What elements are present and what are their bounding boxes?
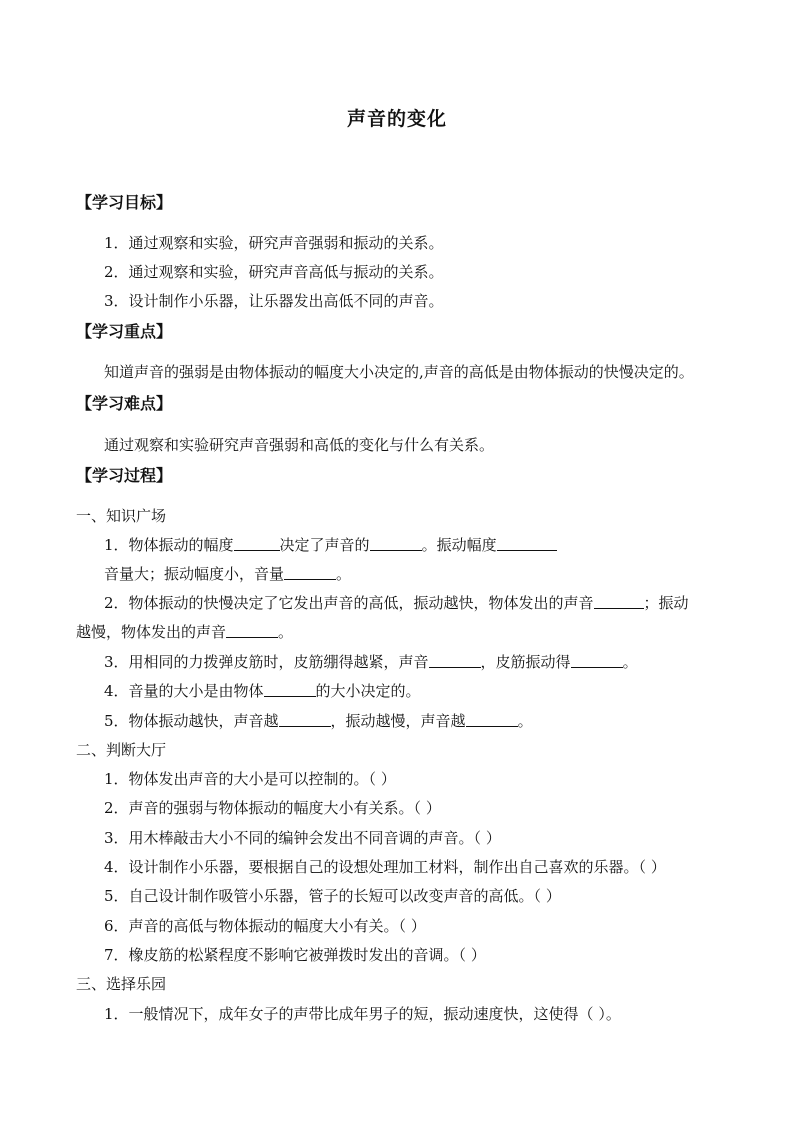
choice-item: 1．一般情况下，成年女子的声带比成年男子的短，振动速度快，这使得（ ）。 [104,1005,621,1023]
question-text: 。 [278,623,294,641]
answer-blank[interactable] [284,565,336,580]
question-text: 越慢，物体发出的声音 [76,623,227,641]
question-text: 。 [517,712,533,730]
goal-item: 1．通过观察和实验，研究声音强弱和振动的关系。 [104,234,444,252]
process-heading: 【学习过程】 [76,466,173,485]
question-text: 音量大；振动幅度小，音量 [104,565,285,583]
question-text: 1．物体振动的幅度 [104,536,234,554]
answer-blank[interactable] [497,536,557,551]
question-text: 4．音量的大小是由物体 [104,682,264,700]
knowledge-question-2-cont [76,622,293,642]
answer-blank[interactable] [571,653,623,668]
judgement-item: 6．声音的高低与物体振动的幅度大小有关。（ ） [104,917,426,935]
answer-blank[interactable] [594,594,644,609]
knowledge-question-5 [104,711,533,731]
knowledge-question-3 [104,652,638,672]
knowledge-question-2 [104,593,689,613]
answer-blank[interactable] [226,623,278,638]
answer-blank[interactable] [264,682,316,697]
answer-blank[interactable] [429,653,481,668]
choice-section-heading: 三、选择乐园 [76,975,167,993]
question-text: ，振动越慢，声音越 [330,712,466,730]
goals-heading: 【学习目标】 [76,193,173,212]
knowledge-question-1-cont [104,564,351,584]
answer-blank[interactable] [279,712,331,727]
goal-item: 2．通过观察和实验，研究声音高低与振动的关系。 [104,263,444,281]
answer-blank[interactable] [370,536,422,551]
judgement-section-heading: 二、判断大厅 [76,741,167,759]
question-text: 。振动幅度 [421,536,497,554]
question-text: 5．物体振动越快，声音越 [104,712,279,730]
knowledge-section-heading: 一、知识广场 [76,507,167,525]
difficulties-heading: 【学习难点】 [76,394,173,413]
knowledge-question-1 [104,535,557,555]
judgement-item: 2．声音的强弱与物体振动的幅度大小有关系。（ ） [104,799,441,817]
question-text: 。 [622,653,638,671]
question-text: ；振动 [643,594,689,612]
question-text: 的大小决定的。 [315,682,421,700]
judgement-item: 1．物体发出声音的大小是可以控制的。（ ） [104,770,396,788]
question-text: 2．物体振动的快慢决定了它发出声音的高低，振动越快，物体发出的声音 [104,594,594,612]
judgement-item: 7．橡皮筋的松紧程度不影响它被弹拨时发出的音调。（ ） [104,946,486,964]
key-points-text: 知道声音的强弱是由物体振动的幅度大小决定的,声音的高低是由物体振动的快慢决定的。 [104,363,694,381]
question-text: 3．用相同的力拨弹皮筋时，皮筋绷得越紧，声音 [104,653,429,671]
question-text: ，皮筋振动得 [480,653,571,671]
goal-item: 3．设计制作小乐器，让乐器发出高低不同的声音。 [104,292,444,310]
answer-blank[interactable] [234,536,280,551]
difficulties-text: 通过观察和实验研究声音强弱和高低的变化与什么有关系。 [104,436,495,454]
judgement-item: 4．设计制作小乐器，要根据自己的设想处理加工材料，制作出自己喜欢的乐器。（ ） [104,858,666,876]
judgement-item: 3．用木棒敲击大小不同的编钟会发出不同音调的声音。（ ） [104,829,501,847]
key-points-heading: 【学习重点】 [76,322,173,341]
question-text: 。 [336,565,352,583]
page-title: 声音的变化 [346,108,447,130]
knowledge-question-4 [104,681,421,701]
question-text: 决定了声音的 [279,536,370,554]
judgement-item: 5．自己设计制作吸管小乐器，管子的长短可以改变声音的高低。（ ） [104,887,561,905]
answer-blank[interactable] [466,712,518,727]
